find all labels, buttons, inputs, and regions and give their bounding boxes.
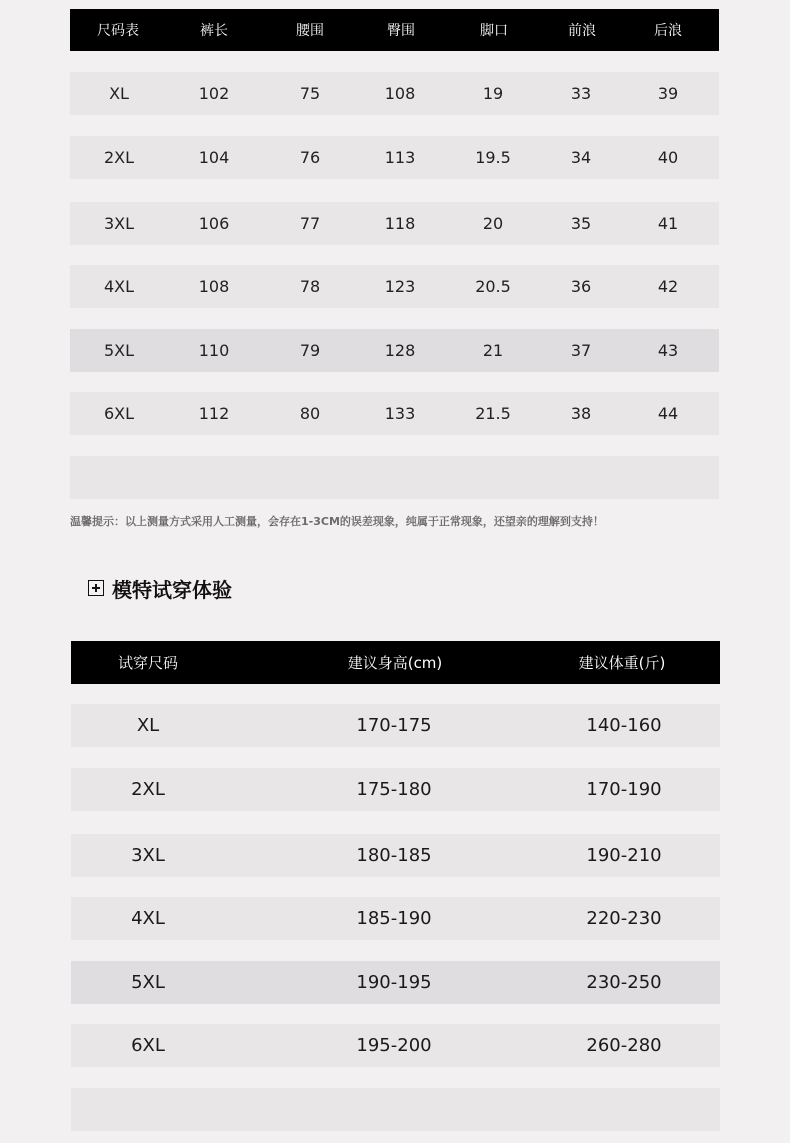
leg-opening-cell: 20.5 [475,277,511,296]
waist-cell: 75 [299,84,321,103]
leg-opening-cell: 19 [482,84,504,103]
size-header-size: 尺码表 [97,23,139,39]
size-table-row [70,329,719,372]
length-cell: 110 [198,341,230,360]
size-table-row [70,265,719,308]
size-header-back-rise: 后浪 [654,23,682,39]
model-table-row [71,1024,720,1067]
size-table-row [70,72,719,115]
trial-size-cell: 6XL [131,1035,165,1056]
leg-opening-cell: 21.5 [475,404,511,423]
size-header-length: 裤长 [200,23,228,39]
front-rise-cell: 38 [570,404,592,423]
waist-cell: 77 [299,214,321,233]
weight-cell: 220-230 [586,908,662,929]
trial-size-cell: 4XL [131,908,165,929]
back-rise-cell: 43 [657,341,679,360]
model-chart-header [71,641,720,684]
height-cell: 190-195 [356,972,432,993]
front-rise-cell: 33 [570,84,592,103]
hip-cell: 133 [384,404,416,423]
height-cell: 175-180 [356,779,432,800]
leg-opening-cell: 21 [482,341,504,360]
size-table-empty-row [70,456,719,499]
front-rise-cell: 36 [570,277,592,296]
weight-cell: 260-280 [586,1035,662,1056]
model-header-weight: 建议体重(斤) [578,654,666,672]
model-header-size: 试穿尺码 [117,654,179,672]
size-header-leg-opening: 脚口 [480,23,508,39]
waist-cell: 78 [299,277,321,296]
model-table-row [71,704,720,747]
waist-cell: 80 [299,404,321,423]
model-table-row [71,768,720,811]
back-rise-cell: 40 [657,148,679,167]
back-rise-cell: 39 [657,84,679,103]
weight-cell: 140-160 [586,715,662,736]
weight-cell: 230-250 [586,972,662,993]
size-table-row [70,392,719,435]
front-rise-cell: 35 [570,214,592,233]
height-cell: 195-200 [356,1035,432,1056]
hip-cell: 128 [384,341,416,360]
weight-cell: 190-210 [586,845,662,866]
section-heading [88,574,232,602]
back-rise-cell: 42 [657,277,679,296]
weight-cell: 170-190 [586,779,662,800]
size-header-hip: 臀围 [387,23,415,39]
size-table-row [70,202,719,245]
plus-box-icon [88,580,104,596]
size-header-front-rise: 前浪 [568,23,596,39]
model-table-row [71,834,720,877]
size-cell: 4XL [103,277,135,296]
trial-size-cell: 3XL [131,845,165,866]
trial-size-cell: 5XL [131,972,165,993]
front-rise-cell: 34 [570,148,592,167]
size-chart-header [70,9,719,51]
trial-size-cell: 2XL [131,779,165,800]
leg-opening-cell: 20 [482,214,504,233]
hip-cell: 118 [384,214,416,233]
size-cell: 2XL [103,148,135,167]
waist-cell: 79 [299,341,321,360]
trial-size-cell: XL [136,715,160,736]
leg-opening-cell: 19.5 [475,148,511,167]
hip-cell: 113 [384,148,416,167]
length-cell: 112 [198,404,230,423]
length-cell: 104 [198,148,230,167]
length-cell: 108 [198,277,230,296]
height-cell: 180-185 [356,845,432,866]
hip-cell: 123 [384,277,416,296]
section-title: 模特试穿体验 [112,577,232,602]
back-rise-cell: 44 [657,404,679,423]
model-table-row [71,961,720,1004]
height-cell: 185-190 [356,908,432,929]
model-table-empty-row [71,1088,720,1131]
size-cell: XL [109,84,129,103]
size-table-row [70,136,719,179]
size-header-waist: 腰围 [296,23,324,39]
measurement-tip: 温馨提示：以上测量方式采用人工测量，会存在1-3CM的误差现象，纯属于正常现象，还望亲的理解到支持！ [70,515,604,528]
length-cell: 102 [198,84,230,103]
size-cell: 5XL [103,341,135,360]
length-cell: 106 [198,214,230,233]
model-header-height: 建议身高(cm) [347,654,443,672]
size-cell: 3XL [103,214,135,233]
back-rise-cell: 41 [657,214,679,233]
height-cell: 170-175 [356,715,432,736]
front-rise-cell: 37 [570,341,592,360]
model-table-row [71,897,720,940]
size-cell: 6XL [103,404,135,423]
hip-cell: 108 [384,84,416,103]
waist-cell: 76 [299,148,321,167]
